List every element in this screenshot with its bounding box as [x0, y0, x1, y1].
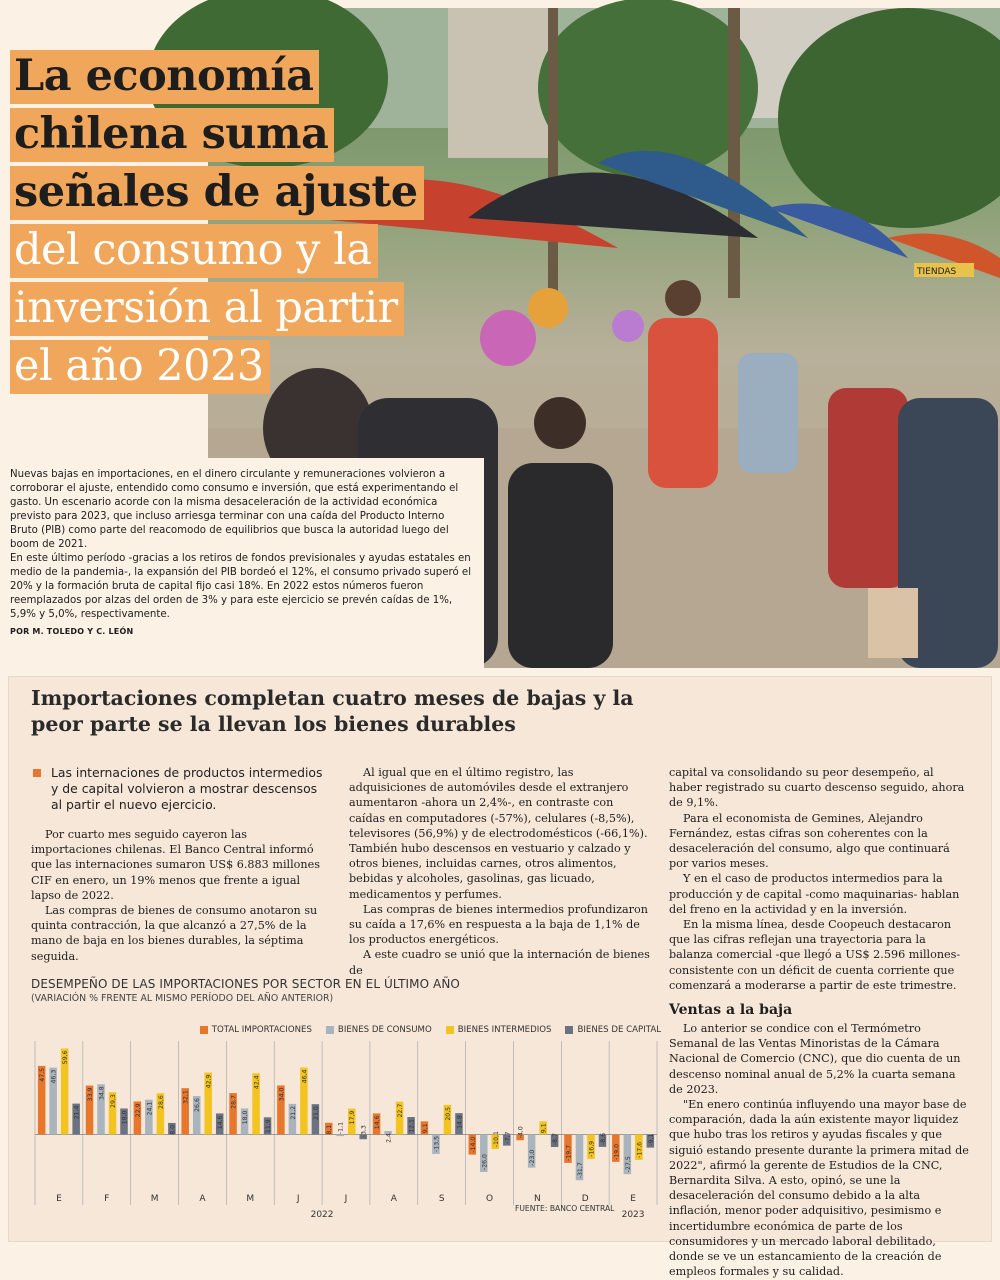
imports-chart — [31, 977, 661, 1223]
bar-value-label: -27,5 — [624, 1156, 632, 1173]
bar-value-label: 42,9 — [205, 1074, 213, 1089]
chart-legend — [200, 1025, 661, 1035]
bar-value-label: 20,5 — [444, 1106, 452, 1121]
bar-value-label: 28,7 — [230, 1095, 238, 1109]
bar-value-label: 18,0 — [121, 1110, 129, 1125]
article-column-3 — [669, 765, 969, 1280]
bar-value-label: -19,7 — [565, 1144, 573, 1161]
byline: POR M. TOLEDO Y C. LEÓN — [10, 627, 134, 636]
body-paragraph: Por cuarto mes seguido cayeron las importaciones chilenas. El Banco Central informó que las internaciones sumaron US$ 6.883 millones CIF en enero, un 19% menos que frente a igual lapso de 2022. — [31, 828, 320, 902]
body-paragraph: Para el economista de Gemines, Alejandro Fernández, estas cifras son coherentes con la desaceleración del consumo, algo que continuará por varios meses. — [669, 811, 950, 871]
legend-label: BIENES DE CAPITAL — [577, 1025, 661, 1035]
headline-line: el año 2023 — [10, 340, 270, 394]
summary-bullet — [31, 765, 331, 813]
bar-value-label: 47,5 — [39, 1067, 47, 1082]
chart-plot-area — [31, 1037, 661, 1223]
bar-value-label: 9,1 — [540, 1123, 548, 1134]
bar-value-label: 14,8 — [456, 1115, 464, 1129]
bar-value-label: 28,6 — [157, 1095, 165, 1109]
headline-line: señales de ajuste — [10, 166, 424, 220]
legend-item — [326, 1025, 432, 1035]
bar-value-label: 34,0 — [278, 1087, 286, 1102]
bar-value-label: -4,0 — [517, 1126, 525, 1139]
bullet-square-icon — [33, 769, 41, 777]
chart-title: DESEMPEÑO DE LAS IMPORTACIONES POR SECTOR EN EL ÚLTIMO AÑO — [31, 977, 460, 991]
year-label: 2023 — [621, 1210, 645, 1220]
body-paragraph: capital va consolidando su peor desempeño, al haber registrado su cuarto descenso seguido, ahora de 9,1%. — [669, 766, 965, 810]
legend-label: BIENES INTERMEDIOS — [457, 1025, 552, 1035]
bar-value-label: -8,6 — [599, 1132, 607, 1145]
bar-value-label: 14,6 — [217, 1115, 225, 1130]
article-title: Importaciones completan cuatro meses de bajas y la peor parte se la llevan los bienes durables — [31, 686, 634, 736]
x-tick-label: J — [296, 1194, 300, 1204]
bar-value-label: 42,4 — [253, 1075, 261, 1090]
x-tick-label: J — [344, 1194, 348, 1204]
bar-value-label: 32,1 — [182, 1090, 190, 1104]
x-tick-label: A — [390, 1194, 397, 1204]
x-tick-label: A — [199, 1194, 206, 1204]
article-column-2 — [349, 765, 651, 978]
bar-value-label: -1,1 — [337, 1121, 345, 1135]
legend-label: BIENES DE CONSUMO — [337, 1025, 432, 1035]
bar-value-label: 34,8 — [98, 1086, 106, 1101]
legend-swatch — [446, 1026, 454, 1034]
x-tick-label: M — [246, 1194, 255, 1204]
headline-line: La economía — [10, 50, 319, 104]
bar-value-label: -8,7 — [552, 1132, 560, 1146]
legend-item — [200, 1025, 312, 1035]
chart-source: FUENTE: BANCO CENTRAL — [515, 1204, 615, 1213]
x-tick-label: O — [485, 1194, 494, 1204]
headline-line: inversión al partir — [10, 282, 404, 336]
bar-value-label: 46,4 — [301, 1069, 309, 1084]
bar-value-label: -19,0 — [613, 1143, 621, 1160]
legend-item — [565, 1025, 661, 1035]
bar-value-label: -14,0 — [469, 1136, 477, 1153]
bar-value-label: 21,2 — [289, 1105, 297, 1120]
bar-value-label: -26,0 — [481, 1153, 489, 1171]
lead-box — [0, 458, 484, 668]
bar-value-label: 2,4 — [385, 1133, 393, 1143]
bar-value-label: 9,1 — [421, 1123, 429, 1134]
bar-value-label: -13,5 — [433, 1135, 441, 1152]
bar-value-label: -17,6 — [636, 1141, 644, 1158]
legend-label: TOTAL IMPORTACIONES — [211, 1025, 312, 1035]
legend-swatch — [200, 1026, 208, 1034]
bar-value-label: -16,9 — [588, 1140, 596, 1157]
body-paragraph: Lo anterior se condice con el Termómetro Semanal de las Ventas Minoristas de la Cámara Nacional de Comercio (CNC), que dio cuenta de un descenso nominal anual de 5,2% la cuarta semana de 2023. — [669, 1022, 961, 1096]
lead-paragraph: En este último período -gracias a los retiros de fondos previsionales y ayudas estatales en medio de la pandemia-, la expansión del PIB bordeó el 12%, el consumo privado superó el 20% y la formación bruta de capital fijo casi 18%. En 2022 estos números fueron reemplazados por alzas del orden de 3% y para este ejercicio se prevén caídas de 1%, 5,9% y 5,0%, respectivamente. — [10, 553, 472, 620]
bar-value-label: -10,1 — [492, 1131, 500, 1148]
body-paragraph: "En enero continúa influyendo una mayor base de comparación, dada la aún existente mayor liquidez que hubo tras los retiros y ayudas fiscales y que siguió estando presente durante la primera mitad de 2022", afirmó la gerente de Estudios de la CNC, Bernardita Silva. A esto, opinó, se une la desaceleración del consumo debido a la alta inflación, menor poder adquisitivo, pesimismo e incertidumbre económica de parte de los consumidores y un mercado laboral debilitado, donde se ve un estancamiento de la creación de empleos formales y su calidad. — [669, 1098, 969, 1279]
body-paragraph: Las compras de bienes intermedios profundizaron su caída a 17,6% en respuesta a la baja de 1,1% de los productos energéticos. — [349, 902, 648, 947]
x-tick-label: E — [56, 1194, 62, 1204]
bar-value-label: -31,7 — [576, 1162, 584, 1179]
bar-value-label: 8,1 — [326, 1124, 334, 1135]
legend-swatch — [326, 1026, 334, 1034]
bar-value-label: 21,0 — [312, 1106, 320, 1120]
legend-item — [446, 1025, 552, 1035]
bar-value-label: -7,7 — [504, 1131, 512, 1144]
bar-value-label: 8,0 — [169, 1124, 177, 1135]
x-tick-label: E — [630, 1194, 636, 1204]
bar-value-label: -3,3 — [360, 1125, 368, 1138]
x-tick-label: S — [438, 1194, 445, 1204]
bar-value-label: 29,3 — [110, 1094, 118, 1108]
bar-value-label: 17,9 — [349, 1110, 357, 1125]
bar-value-label: 26,6 — [194, 1098, 202, 1112]
lead-paragraph: Nuevas bajas en importaciones, en el dinero circulante y remuneraciones volvieron a corroborar el ajuste, entendido como consumo e inversión, que está experimentando el gasto. Un escenario acorde con la misma desaceleración de la actividad económica previsto para 2023, que incluso arriesga terminar con una caída del Producto Interno Bruto (PIB) como parte del reacomodo de equilibrios que busca la autoridad luego del boom de 2021. — [10, 469, 459, 550]
body-paragraph: Las compras de bienes de consumo anotaron su quinta contracción, la que alcanzó a 27,5% de la mano de baja en los bienes durables, la séptima seguida. — [31, 904, 318, 963]
bar-value-label: 33,9 — [87, 1087, 95, 1102]
body-paragraph: Y en el caso de productos intermedios para la producción y de capital -como maquinarias- hablan del freno en la actividad y en la inversión. — [669, 872, 960, 916]
bar-value-label: 24,1 — [146, 1101, 154, 1116]
bar-value-label: 22,9 — [134, 1103, 142, 1118]
x-tick-label: N — [534, 1194, 541, 1204]
headline-line: chilena suma — [10, 108, 334, 162]
bar-value-label: 14,6 — [374, 1115, 382, 1130]
headline — [10, 50, 480, 398]
body-paragraph: Al igual que en el último registro, las adquisiciones de automóviles desde el extranjero aumentaron -ahora un 2,4%-, en contraste con caídas en computadores (-57%), celulares (-8,5%), televisores (56,9%) y de electrodomésticos (-66,1%). También hubo descensos en vestuario y calzado y otros bienes, incluidas carnes, otros alimentos, bebidas y alcoholes, gasolinas, gas licuado, medicamentos y perfumes. — [349, 766, 648, 901]
headline-line: del consumo y la — [10, 224, 378, 278]
bar-value-label: 59,6 — [62, 1050, 70, 1065]
body-paragraph: En la misma línea, desde Coopeuch destacaron que las cifras reflejan una trayectoria para la balanza comercial -que llegó a US$ 2.596 millones- consistente con un déficit de cuenta corriente que comenzará a moderarse a partir de este trimestre. — [669, 918, 961, 992]
bar-value-label: 12,1 — [408, 1119, 416, 1133]
chart-subtitle: (VARIACIÓN % FRENTE AL MISMO PERÍODO DEL AÑO ANTERIOR) — [31, 993, 334, 1004]
x-tick-label: M — [150, 1194, 159, 1204]
x-tick-label: D — [581, 1194, 589, 1204]
x-tick-label: F — [104, 1194, 110, 1204]
bar-value-label: 22,7 — [397, 1103, 405, 1118]
legend-swatch — [565, 1026, 573, 1034]
summary-bullet-text: Las internaciones de productos intermedios y de capital volvieron a mostrar descensos al partir el nuevo ejercicio. — [51, 765, 323, 812]
bar-value-label: -9,1 — [647, 1133, 655, 1146]
bar-value-label: -23,0 — [529, 1149, 537, 1166]
bar-value-label: 21,4 — [73, 1105, 81, 1120]
subheading: Ventas a la baja — [669, 1002, 793, 1019]
year-label: 2022 — [310, 1210, 334, 1220]
shop-sign-text: TIENDAS — [917, 267, 957, 277]
bar-value-label: 46,3 — [50, 1069, 58, 1084]
article-section — [8, 676, 992, 1279]
bar-value-label: 18,0 — [242, 1110, 250, 1125]
article-column-1 — [31, 765, 331, 964]
bar-value-label: 11,9 — [265, 1119, 273, 1134]
body-paragraph: A este cuadro se unió que la internación de bienes de — [349, 948, 650, 977]
